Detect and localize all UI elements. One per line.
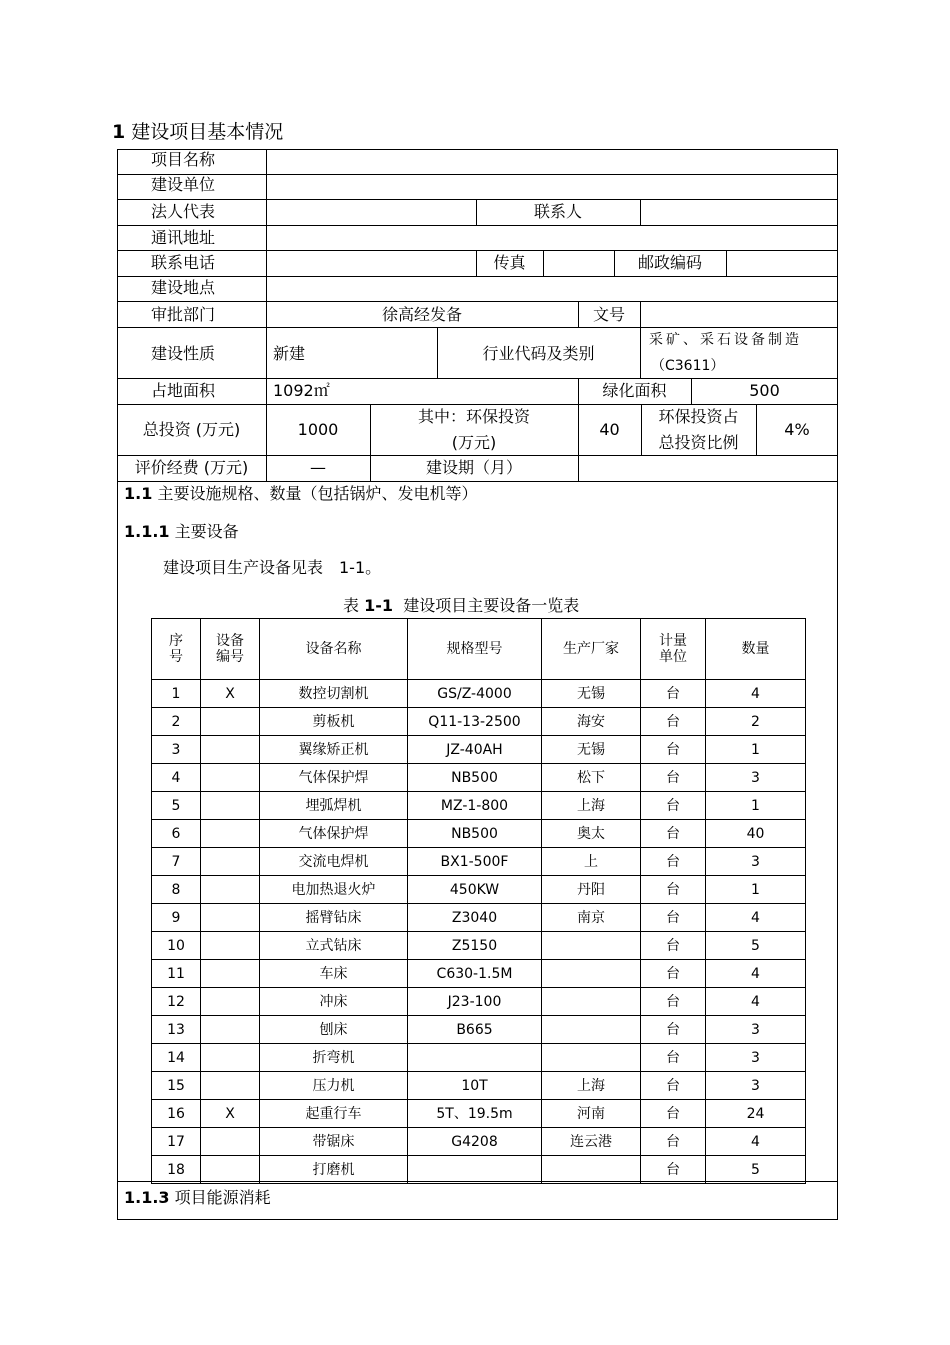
subsection-1-1-1-number: 1.1.1 (124, 522, 170, 541)
caption-prefix: 表 (343, 596, 360, 615)
subsection-1-1-number: 1.1 (124, 484, 153, 503)
nature-label: 建设性质 (151, 344, 216, 363)
env-invest-label-line1: 其中：环保投资 (417, 407, 530, 426)
section-title (112, 119, 283, 145)
cell-col-name: 翼缘矫正机 (260, 736, 408, 764)
cell-col-seq: 2 (152, 708, 201, 736)
cell-col-seq: 18 (152, 1156, 201, 1184)
cell-col-maker (542, 988, 641, 1016)
cell-col-unit: 台 (641, 792, 706, 820)
env-invest-value: 40 (599, 420, 620, 439)
cell-col-code (201, 1128, 260, 1156)
table-row (152, 680, 806, 708)
ratio-label-line2: 总投资比例 (658, 433, 739, 452)
cell-col-maker: 上海 (542, 1072, 641, 1100)
cell-col-name: 摇臂钻床 (260, 904, 408, 932)
table-row (152, 1128, 806, 1156)
cell-col-model: JZ-40AH (408, 736, 542, 764)
approval-dept-label: 审批部门 (151, 305, 216, 324)
header-col-name: 设备名称 (260, 619, 408, 680)
cell-col-seq: 15 (152, 1072, 201, 1100)
cell-col-qty: 4 (706, 988, 806, 1016)
cell-col-unit: 台 (641, 1016, 706, 1044)
cell-col-maker (542, 960, 641, 988)
green-label: 绿化面积 (602, 381, 667, 400)
cell-col-model: NB500 (408, 820, 542, 848)
cell-col-qty: 3 (706, 1072, 806, 1100)
table-row (152, 904, 806, 932)
address-label: 通讯地址 (151, 228, 216, 247)
cell-col-code (201, 820, 260, 848)
cell-col-maker: 河南 (542, 1100, 641, 1128)
cell-col-model (408, 1044, 542, 1072)
cell-col-seq: 11 (152, 960, 201, 988)
cell-col-maker: 上海 (542, 792, 641, 820)
cell-col-model (408, 1156, 542, 1184)
header-col-code: 设备编号 (201, 619, 260, 680)
cell-col-seq: 8 (152, 876, 201, 904)
cell-col-qty: 3 (706, 848, 806, 876)
fee-value: — (310, 458, 326, 477)
doc-no-label: 文号 (592, 305, 625, 324)
cell-col-seq: 5 (152, 792, 201, 820)
table-row (152, 764, 806, 792)
cell-col-maker: 松下 (542, 764, 641, 792)
cell-col-unit: 台 (641, 1100, 706, 1128)
cell-col-unit: 台 (641, 1044, 706, 1072)
cell-col-qty: 1 (706, 792, 806, 820)
cell-col-maker: 海安 (542, 708, 641, 736)
cell-col-model: 450KW (408, 876, 542, 904)
cell-col-code (201, 1072, 260, 1100)
contact-label: 联系人 (533, 202, 582, 221)
cell-col-qty: 40 (706, 820, 806, 848)
approval-dept-value: 徐高经发备 (381, 305, 462, 324)
cell-col-code (201, 1156, 260, 1184)
cell-col-qty: 3 (706, 1016, 806, 1044)
cell-col-code (201, 848, 260, 876)
cell-col-name: 数控切割机 (260, 680, 408, 708)
area-label: 占地面积 (151, 381, 216, 400)
cell-col-seq: 13 (152, 1016, 201, 1044)
fax-label: 传真 (493, 253, 526, 272)
env-invest-label-line2: (万元) (451, 433, 497, 452)
subsection-1-1-3-number: 1.1.3 (124, 1188, 170, 1207)
table-row (152, 988, 806, 1016)
fee-label: 评价经费 (万元) (134, 458, 249, 477)
cell-col-name: 气体保护焊 (260, 764, 408, 792)
cell-col-qty: 1 (706, 876, 806, 904)
cell-col-maker: 无锡 (542, 736, 641, 764)
cell-col-code (201, 1016, 260, 1044)
table-row (152, 1156, 806, 1184)
cell-col-maker: 南京 (542, 904, 641, 932)
cell-col-name: 带锯床 (260, 1128, 408, 1156)
cell-col-qty: 4 (706, 960, 806, 988)
cell-col-name: 电加热退火炉 (260, 876, 408, 904)
cell-col-code (201, 1044, 260, 1072)
ratio-value: 4% (784, 420, 810, 439)
industry-value-line2: （C3611） (651, 358, 725, 374)
industry-label: 行业代码及类别 (482, 344, 595, 363)
cell-col-code: X (201, 1100, 260, 1128)
industry-value-line1: 采矿、采石设备制造 (649, 332, 802, 348)
cell-col-name: 立式钻床 (260, 932, 408, 960)
cell-col-qty: 5 (706, 932, 806, 960)
cell-col-model: Q11-13-2500 (408, 708, 542, 736)
cell-col-seq: 14 (152, 1044, 201, 1072)
cell-col-seq: 4 (152, 764, 201, 792)
cell-col-code (201, 708, 260, 736)
cell-col-maker (542, 1044, 641, 1072)
header-col-maker: 生产厂家 (542, 619, 641, 680)
cell-col-name: 打磨机 (260, 1156, 408, 1184)
table-row (152, 1016, 806, 1044)
cell-col-maker: 丹阳 (542, 876, 641, 904)
cell-col-unit: 台 (641, 932, 706, 960)
cell-col-code (201, 876, 260, 904)
cell-col-seq: 3 (152, 736, 201, 764)
cell-col-seq: 17 (152, 1128, 201, 1156)
cell-col-name: 车床 (260, 960, 408, 988)
cell-col-maker: 无锡 (542, 680, 641, 708)
green-value: 500 (749, 381, 780, 400)
cell-col-model: 10T (408, 1072, 542, 1100)
cell-col-name: 剪板机 (260, 708, 408, 736)
header-col-unit: 计量单位 (641, 619, 706, 680)
cell-col-code: X (201, 680, 260, 708)
cell-col-name: 压力机 (260, 1072, 408, 1100)
header-col-model: 规格型号 (408, 619, 542, 680)
cell-col-model: GS/Z-4000 (408, 680, 542, 708)
table-row (152, 1072, 806, 1100)
cell-col-seq: 7 (152, 848, 201, 876)
cell-col-maker (542, 1016, 641, 1044)
table-row (152, 876, 806, 904)
caption-number: 1-1 (364, 596, 394, 615)
cell-col-qty: 4 (706, 904, 806, 932)
builder-label: 建设单位 (151, 175, 216, 194)
table-row (152, 960, 806, 988)
equipment-table (151, 618, 806, 1184)
header-col-qty: 数量 (706, 619, 806, 680)
cell-col-name: 刨床 (260, 1016, 408, 1044)
subsection-1-1 (124, 484, 477, 504)
cell-col-seq: 1 (152, 680, 201, 708)
cell-col-unit: 台 (641, 708, 706, 736)
cell-col-code (201, 736, 260, 764)
cell-col-name: 冲床 (260, 988, 408, 1016)
cell-col-model: MZ-1-800 (408, 792, 542, 820)
ratio-label-line1: 环保投资占 (658, 407, 739, 426)
cell-col-unit: 台 (641, 1156, 706, 1184)
equipment-table-body (152, 680, 806, 1184)
cell-col-name: 起重行车 (260, 1100, 408, 1128)
cell-col-maker: 上 (542, 848, 641, 876)
cell-col-code (201, 932, 260, 960)
cell-col-name: 埋弧焊机 (260, 792, 408, 820)
cell-col-code (201, 764, 260, 792)
cell-col-model: G4208 (408, 1128, 542, 1156)
table-row (152, 736, 806, 764)
cell-col-unit: 台 (641, 904, 706, 932)
subsection-1-1-3 (124, 1188, 271, 1208)
subsection-1-1-3-title: 项目能源消耗 (174, 1188, 271, 1207)
cell-col-code (201, 960, 260, 988)
equipment-table-header (152, 619, 806, 680)
cell-col-unit: 台 (641, 1072, 706, 1100)
cell-col-qty: 5 (706, 1156, 806, 1184)
intro-paragraph: 建设项目生产设备见表 1-1。 (163, 558, 382, 577)
cell-col-seq: 16 (152, 1100, 201, 1128)
cell-col-unit: 台 (641, 764, 706, 792)
cell-col-maker: 连云港 (542, 1128, 641, 1156)
cell-col-unit: 台 (641, 848, 706, 876)
cell-col-seq: 9 (152, 904, 201, 932)
cell-col-model: 5T、19.5m (408, 1100, 542, 1128)
section-title-text: 建设项目基本情况 (131, 121, 284, 143)
table-caption (343, 596, 579, 616)
cell-col-unit: 台 (641, 960, 706, 988)
table-row (152, 932, 806, 960)
cell-col-maker (542, 932, 641, 960)
cell-col-unit: 台 (641, 876, 706, 904)
cell-col-maker: 奥太 (542, 820, 641, 848)
cell-col-name: 交流电焊机 (260, 848, 408, 876)
table-row (152, 848, 806, 876)
cell-col-qty: 2 (706, 708, 806, 736)
table-row (152, 792, 806, 820)
cell-col-qty: 4 (706, 680, 806, 708)
area-value: 1092㎡ (273, 381, 330, 400)
cell-col-qty: 24 (706, 1100, 806, 1128)
table-row (152, 1044, 806, 1072)
cell-col-unit: 台 (641, 988, 706, 1016)
cell-col-model: Z5150 (408, 932, 542, 960)
cell-col-model: NB500 (408, 764, 542, 792)
caption-title: 建设项目主要设备一览表 (403, 596, 580, 615)
cell-col-qty: 4 (706, 1128, 806, 1156)
cell-col-model: B665 (408, 1016, 542, 1044)
cell-col-unit: 台 (641, 736, 706, 764)
cell-col-qty: 3 (706, 1044, 806, 1072)
cell-col-model: Z3040 (408, 904, 542, 932)
cell-col-unit: 台 (641, 680, 706, 708)
cell-col-maker (542, 1156, 641, 1184)
table-row (152, 708, 806, 736)
cell-col-code (201, 792, 260, 820)
invest-label: 总投资 (万元) (142, 420, 241, 439)
cell-col-name: 折弯机 (260, 1044, 408, 1072)
postcode-label: 邮政编码 (637, 253, 702, 272)
cell-col-unit: 台 (641, 820, 706, 848)
cell-col-unit: 台 (641, 1128, 706, 1156)
invest-value: 1000 (297, 420, 339, 439)
legal-rep-label: 法人代表 (151, 202, 216, 221)
table-row (152, 820, 806, 848)
cell-col-qty: 3 (706, 764, 806, 792)
subsection-1-1-1-title: 主要设备 (174, 522, 239, 541)
table-row (152, 1100, 806, 1128)
phone-label: 联系电话 (151, 253, 216, 272)
subsection-1-1-title: 主要设施规格、数量（包括锅炉、发电机等） (157, 484, 478, 503)
cell-col-seq: 10 (152, 932, 201, 960)
cell-col-model: C630-1.5M (408, 960, 542, 988)
site-label: 建设地点 (151, 278, 216, 297)
period-label: 建设期（月） (425, 458, 522, 477)
cell-col-seq: 6 (152, 820, 201, 848)
cell-col-model: J23-100 (408, 988, 542, 1016)
cell-col-code (201, 988, 260, 1016)
project-name-label: 项目名称 (151, 150, 216, 169)
cell-col-code (201, 904, 260, 932)
header-col-seq: 序号 (152, 619, 201, 680)
cell-col-model: BX1-500F (408, 848, 542, 876)
section-number: 1 (112, 121, 126, 143)
cell-col-name: 气体保护焊 (260, 820, 408, 848)
cell-col-seq: 12 (152, 988, 201, 1016)
subsection-1-1-1 (124, 522, 239, 542)
nature-value: 新建 (273, 344, 306, 363)
cell-col-qty: 1 (706, 736, 806, 764)
